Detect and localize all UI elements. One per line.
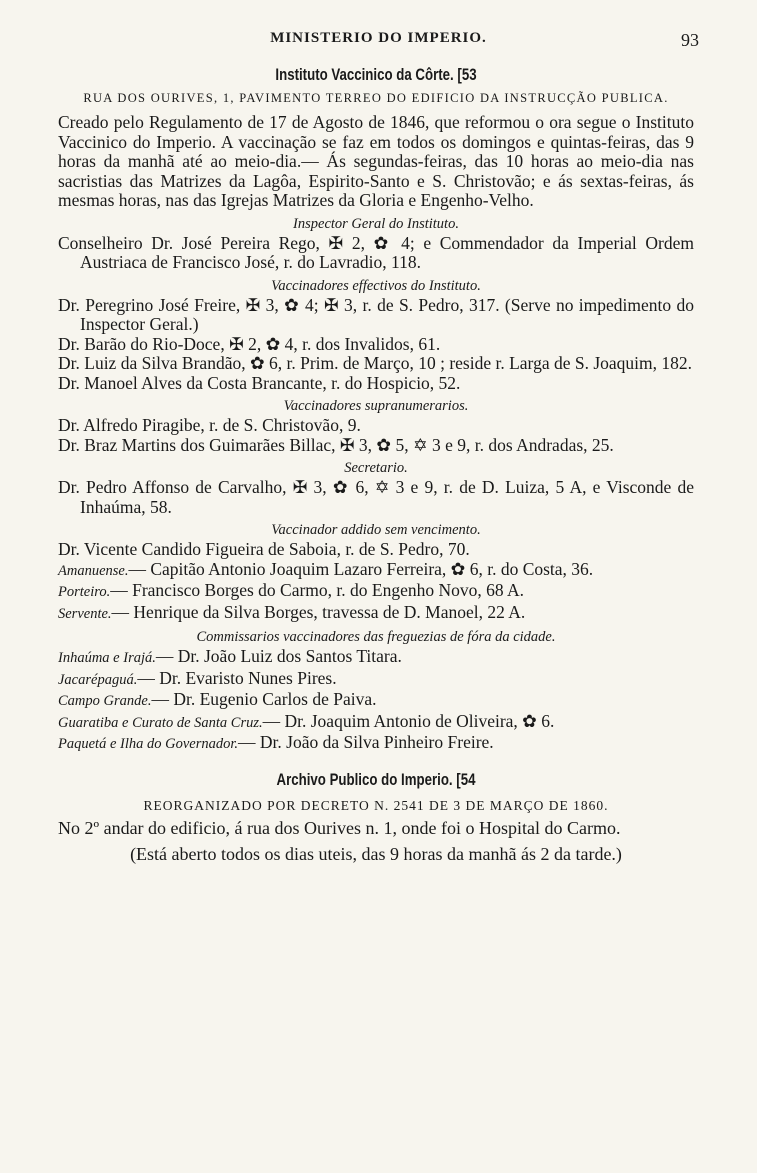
commissioner-text: — Dr. Eugenio Carlos de Paiva. bbox=[151, 689, 377, 709]
staff-role: Porteiro. bbox=[58, 584, 111, 600]
commissioner-entry bbox=[58, 690, 694, 712]
archivo-location: No 2º andar do edificio, á rua dos Ourives n. 1, onde foi o Hospital do Carmo. bbox=[58, 817, 621, 838]
vaccinico-intro: Creado pelo Regulamento de 17 de Agosto de 1846, que reformou o ora segue o Instituto Vaccinico do Imperio. A vaccinação se faz em todos os domingos e quintas-feiras, das 9 horas da manhã até ao meio-dia.— Ás segundas-feiras, das 10 horas ao meio-dia nas sacristias das Matrizes da Lagôa, Espirito-Santo e S. Christovão; e ás sextas-feiras, ás mesmas horas, nas das Igrejas Matrizes da Gloria e Engenho-Velho. bbox=[58, 112, 694, 210]
section-title-vaccinico: Instituto Vaccinico da Côrte. [53 bbox=[275, 65, 477, 84]
page-number: 93 bbox=[681, 30, 699, 50]
commissioner-entry bbox=[58, 733, 694, 755]
parish-name: Campo Grande. bbox=[58, 693, 152, 709]
parish-name: Jacarépaguá. bbox=[58, 671, 138, 688]
list-item: Dr. Alfredo Piragibe, r. de S. Christovão, 9. bbox=[58, 415, 361, 435]
added-heading: Vaccinador addido sem vencimento. bbox=[271, 522, 481, 538]
staff-entry bbox=[58, 560, 694, 582]
parish-name: Inhaúma e Irajá. bbox=[58, 650, 156, 666]
list-item: Dr. Luiz da Silva Brandão, ✿ 6, r. Prim. de Março, 10 ; reside r. Larga de S. Joaquim, 182. bbox=[58, 353, 693, 373]
staff-text: — Francisco Borges do Carmo, r. do Engenho Novo, 68 A. bbox=[110, 580, 525, 600]
staff-text: — Henrique da Silva Borges, travessa de D. Manoel, 22 A. bbox=[111, 601, 526, 622]
commissioner-entry bbox=[58, 647, 694, 669]
supernumerary-heading: Vaccinadores supranumerarios. bbox=[283, 398, 469, 414]
parish-name: Paquetá e Ilha do Governador. bbox=[58, 736, 239, 752]
page-body bbox=[58, 64, 694, 883]
parish-name: Guaratiba e Curato de Santa Cruz. bbox=[58, 714, 263, 731]
staff-role: Servente. bbox=[58, 605, 112, 622]
secretary-heading: Secretario. bbox=[344, 460, 408, 476]
vaccinico-address: RUA DOS OURIVES, 1, PAVIMENTO TERREO DO EDIFICIO DA INSTRUCÇÃO PUBLICA. bbox=[83, 91, 669, 105]
inspector-heading: Inspector Geral do Instituto. bbox=[293, 215, 459, 232]
running-title: MINISTERIO DO IMPERIO. bbox=[270, 30, 487, 46]
staff-entry bbox=[58, 603, 694, 625]
list-item: Dr. Manoel Alves da Costa Brancante, r. do Hospicio, 52. bbox=[58, 372, 461, 393]
list-item: Dr. Peregrino José Freire, ✠ 3, ✿ 4; ✠ 3, r. de S. Pedro, 317. (Serve no impedimento do Inspector Geral.) bbox=[58, 294, 694, 334]
staff-text: — Capitão Antonio Joaquim Lazaro Ferreira, ✿ 6, r. do Costa, 36. bbox=[128, 558, 594, 579]
page-header bbox=[0, 30, 757, 58]
staff-role: Amanuense. bbox=[58, 562, 129, 579]
commissioner-entry bbox=[58, 669, 694, 691]
effective-heading: Vaccinadores effectivos do Instituto. bbox=[271, 277, 481, 294]
commissioner-text: — Dr. Joaquim Antonio de Oliveira, ✿ 6. bbox=[262, 710, 555, 731]
commissioners-heading: Commissarios vaccinadores das freguezias de fóra da cidade. bbox=[196, 629, 556, 645]
commissioner-text: — Dr. Evaristo Nunes Pires. bbox=[137, 667, 337, 688]
secretary-entry: Dr. Pedro Affonso de Carvalho, ✠ 3, ✿ 6, ✡ 3 e 9, r. de D. Luiza, 5 A, e Visconde de Inhaúma, 58. bbox=[58, 477, 694, 517]
archivo-hours: (Está aberto todos os dias uteis, das 9 horas da manhã ás 2 da tarde.) bbox=[130, 843, 622, 864]
staff-entry bbox=[58, 581, 694, 603]
section-title-archivo: Archivo Publico do Imperio. [54 bbox=[276, 769, 476, 789]
commissioner-entry bbox=[58, 712, 694, 734]
commissioner-text: — Dr. João da Silva Pinheiro Freire. bbox=[238, 732, 494, 752]
list-item: Dr. Barão do Rio-Doce, ✠ 2, ✿ 4, r. dos Invalidos, 61. bbox=[58, 333, 441, 354]
archivo-decree: REORGANIZADO POR DECRETO N. 2541 DE 3 DE MARÇO DE 1860. bbox=[143, 797, 609, 813]
commissioner-text: — Dr. João Luiz dos Santos Titara. bbox=[155, 646, 402, 666]
added-entry: Dr. Vicente Candido Figueira de Saboia, r. de S. Pedro, 70. bbox=[58, 539, 470, 559]
inspector-entry: Conselheiro Dr. José Pereira Rego, ✠ 2, ✿ 4; e Commendador da Imperial Ordem Austriaca de Francisco José, r. do Lavradio, 118. bbox=[58, 232, 694, 272]
list-item: Dr. Braz Martins dos Guimarães Billac, ✠ 3, ✿ 5, ✡ 3 e 9, r. dos Andradas, 25. bbox=[58, 434, 614, 455]
